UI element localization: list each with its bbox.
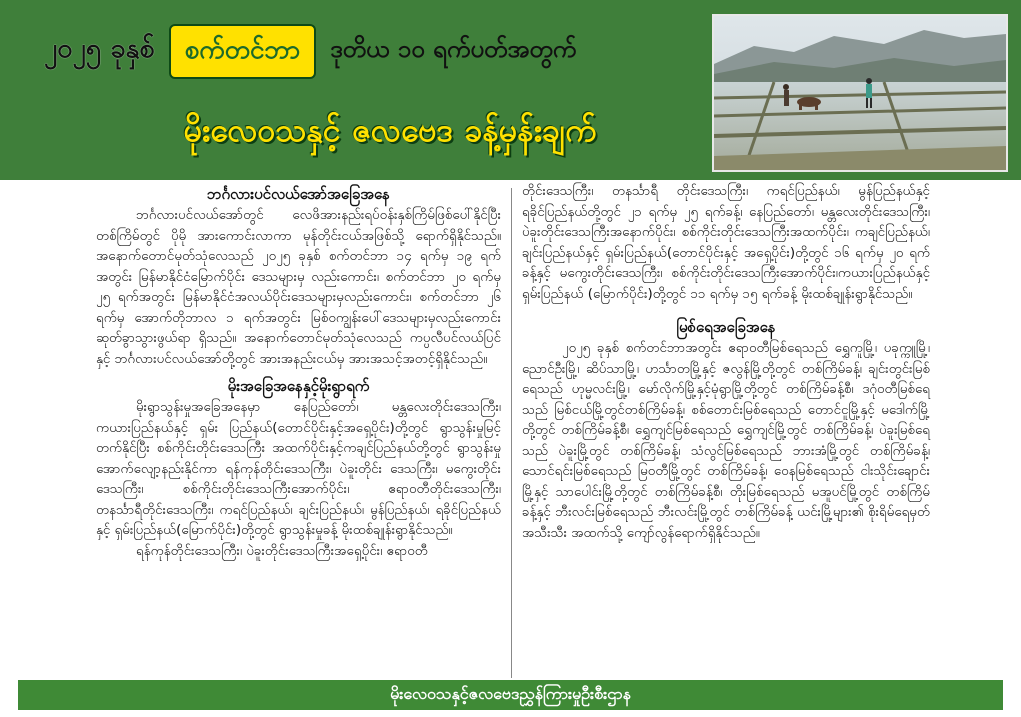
- footer-department: မိုးလေဝသနှင့်ဇလဗေဒညွှန်ကြားမှုဦးစီးဌာန: [18, 680, 1003, 710]
- paragraph-rainfall-continued: ရန်ကုန်တိုင်းဒေသကြီး၊ ပဲခူးတိုင်းဒေသကြီးအရှေ့ပိုင်း၊ ဧရာဝတီ: [136, 543, 428, 559]
- column-divider: [511, 188, 512, 678]
- title-date-row: [44, 22, 709, 80]
- rice-field-photo: [712, 14, 1008, 172]
- section-title-rainfall: မိုးအခြေအနေနှင့်မိုးရွာရက်: [227, 377, 370, 395]
- paragraph-rainfall: မိုးရွာသွန်းမှုအခြေအနေမှာ နေပြည်တော်၊ မန္တလေးတိုင်းဒေသကြီး၊ ကယားပြည်နယ်နှင့် ရှမ်း ပြည်နယ်(တောင်ပိုင်းနှင့်အရှေ့ပိုင်း)တို့တွင် ရွာသွန်းမှုမြင့်တက်နိုင်ပြီး စစ်ကိုင်းတိုင်းဒေသကြီး အထက်ပိုင်းနှင့်ကချင်ပြည်နယ်တို့တွင် ရွာသွန်းမှုအောက်လျော့နည်းနိုင်ကာ ရန်ကုန်တိုင်းဒေသကြီး၊ ပဲခူးတိုင်း ဒေသကြီး၊ မကွေးတိုင်းဒေသကြီး၊ စစ်ကိုင်းတိုင်းဒေသကြီးအောက်ပိုင်း၊ ဧရာဝတီတိုင်းဒေသကြီး၊ တနင်္သာရီတိုင်းဒေသကြီး၊ ကရင်ပြည်နယ်၊ ချင်းပြည်နယ်၊ မွန်ပြည်နယ်၊ ရခိုင်ပြည်နယ်နှင့် ရှမ်းပြည်နယ်(မြောက်ပိုင်း)တို့တွင် ရွာသွန်းမှုခန့် မိုးထစ်ချုန်းရွာနိုင်သည်။: [96, 400, 501, 538]
- paragraph-rainy-days: တိုင်းဒေသကြီး၊ တနင်္သာရီ တိုင်းဒေသကြီး၊ ကရင်ပြည်နယ်၊ မွန်ပြည်နယ်နှင့် ရခိုင်ပြည်နယ်တို့တွင် ၂၁ ရက်မှ ၂၅ ရက်ခန့်၊ နေပြည်တော်၊ မန္တလေးတိုင်းဒေသကြီး၊ ပဲခူးတိုင်းဒေသကြီးအနောက်ပိုင်း၊ စစ်ကိုင်းတိုင်းဒေသကြီးအထက်ပိုင်း၊ ကချင်ပြည်နယ်၊ ချင်းပြည်နယ်နှင့် ရှမ်းပြည်နယ်(တောင်ပိုင်းနှင့် အရှေ့ပိုင်း)တို့တွင် ၁၆ ရက်မှ ၂၀ ရက်ခန့်နှင့် မကွေးတိုင်းဒေသကြီး၊ စစ်ကိုင်းတိုင်းဒေသကြီးအောက်ပိုင်း၊ကယားပြည်နယ်နှင့်ရှမ်းပြည်နယ် (မြောက်ပိုင်း)တို့တွင် ၁၁ ရက်မှ ၁၅ ရက်ခန့် မိုးထစ်ချုန်းရွာနိုင်သည်။: [522, 184, 930, 302]
- left-column: [96, 182, 501, 562]
- header-banner: [0, 0, 1021, 180]
- title-week: ဒုတိယ ၁၀ ရက်ပတ်အတွက်: [330, 35, 577, 63]
- section-title-bay-of-bengal: ဘင်္ဂလားပင်လယ်အော်အခြေအနေ: [207, 185, 390, 203]
- title-year: ၂၀၂၅ ခုနှစ်: [44, 33, 155, 64]
- paragraph-river-water: ၂၀၂၅ ခုနှစ် စက်တင်ဘာအတွင်း ဧရာဝတီမြစ်ရေသည် ရွှေကူမြို့၊ ပခုက္ကူမြို့၊ ညောင်ဦးမြို့၊ ဆိပ်သာမြို့၊ ဟင်္သာတမြို့နှင့် ဇလွန်မြို့တို့တွင် တစ်ကြိမ်ခန့်၊ ချင်းတွင်းမြစ်ရေသည် ဟုမ္မလင်းမြို့၊ မော်လိုက်မြို့နှင့်မုံရွာမြို့တို့တွင် တစ်ကြိမ်ခန့်စီ၊ ဒဂုံဝတီမြစ်ရေသည် မြစ်ငယ်မြို့တွင်တစ်ကြိမ်ခန့်၊ စစ်တောင်းမြစ်ရေသည် တောင်ငူမြို့နှင့် မဒေါက်မြို့တို့တွင် တစ်ကြိမ်ခန့်စီ၊ ရွှေကျင်မြစ်ရေသည် ရွှေကျင်မြို့တွင် တစ်ကြိမ်ခန့်၊ ပဲခူးမြစ်ရေသည် ပဲခူးမြို့တွင် တစ်ကြိမ်ခန့်၊ သံလွင်မြစ်ရေသည် ဘားအံမြို့တွင် တစ်ကြိမ်ခန့်၊ သောင်ရင်းမြစ်ရေသည် မြဝတီမြို့တွင် တစ်ကြိမ်ခန့်၊ ဝေနမြစ်ရေသည် ငါးသိုင်းချောင်းမြို့နှင့် သာပေါင်းမြို့တို့တွင် တစ်ကြိမ်ခန့်စီ၊ တိုးမြစ်ရေသည် မအူပင်မြို့တွင် တစ်ကြိမ် ခန့်နှင့် ဘီးလင်းမြစ်ရေသည် ဘီးလင်းမြို့တွင် တစ်ကြိမ်ခန့် ယင်းမြို့များ၏ စိုးရိမ်ရေမှတ် အသီးသီး အထက်သို့ ကျော်လွန်ရောက်ရှိနိုင်သည်။: [522, 341, 930, 541]
- right-column: [522, 182, 930, 544]
- title-month-badge: စက်တင်ဘာ: [169, 24, 317, 79]
- main-title: မိုးလေဝသနှင့် ဇလဗေဒ ခန့်မှန်းချက်: [183, 111, 597, 149]
- rice-field-illustration: [714, 16, 1006, 170]
- paragraph-bay-of-bengal: ဘင်္ဂလားပင်လယ်အော်တွင် လေဖိအားနည်းရပ်ဝန်းနှစ်ကြိမ်ဖြစ်ပေါ်နိုင်ပြီး တစ်ကြိမ်တွင် ပိုမို အားကောင်းလာကာ မုန်တိုင်းငယ်အဖြစ်သို့ ရောက်ရှိနိုင်သည်။ အနောက်တောင်မုတ်သုံလေသည် ၂၀၂၅ ခုနှစ် စက်တင်ဘာ ၁၄ ရက်မှ ၁၉ ရက်အတွင်း မြန်မာနိုင်ငံမြောက်ပိုင်း ဒေသများမှ လည်းကောင်း၊ စက်တင်ဘာ ၂၀ ရက်မှ ၂၅ ရက်အတွင်း မြန်မာနိုင်ငံအလယ်ပိုင်းဒေသများမှလည်းကောင်း၊ စက်တင်ဘာ ၂၆ ရက်မှ အောက်တိုဘာလ ၁ ရက်အတွင်း မြစ်ဝကျွန်းပေါ်ဒေသများမှလည်းကောင်း ဆုတ်ခွာသွားဖွယ်ရာ ရှိသည်။ အနောက်တောင်မုတ်သုံလေသည် ကပ္ပလီပင်လယ်ပြင်နှင့် ဘင်္ဂလားပင်လယ်အော်တို့တွင် အားအနည်းငယ်မှ အားအသင့်အတင့်ရှိနိုင်သည်။: [96, 208, 501, 367]
- section-title-river-water: မြစ်ရေအခြေအနေ: [676, 318, 776, 336]
